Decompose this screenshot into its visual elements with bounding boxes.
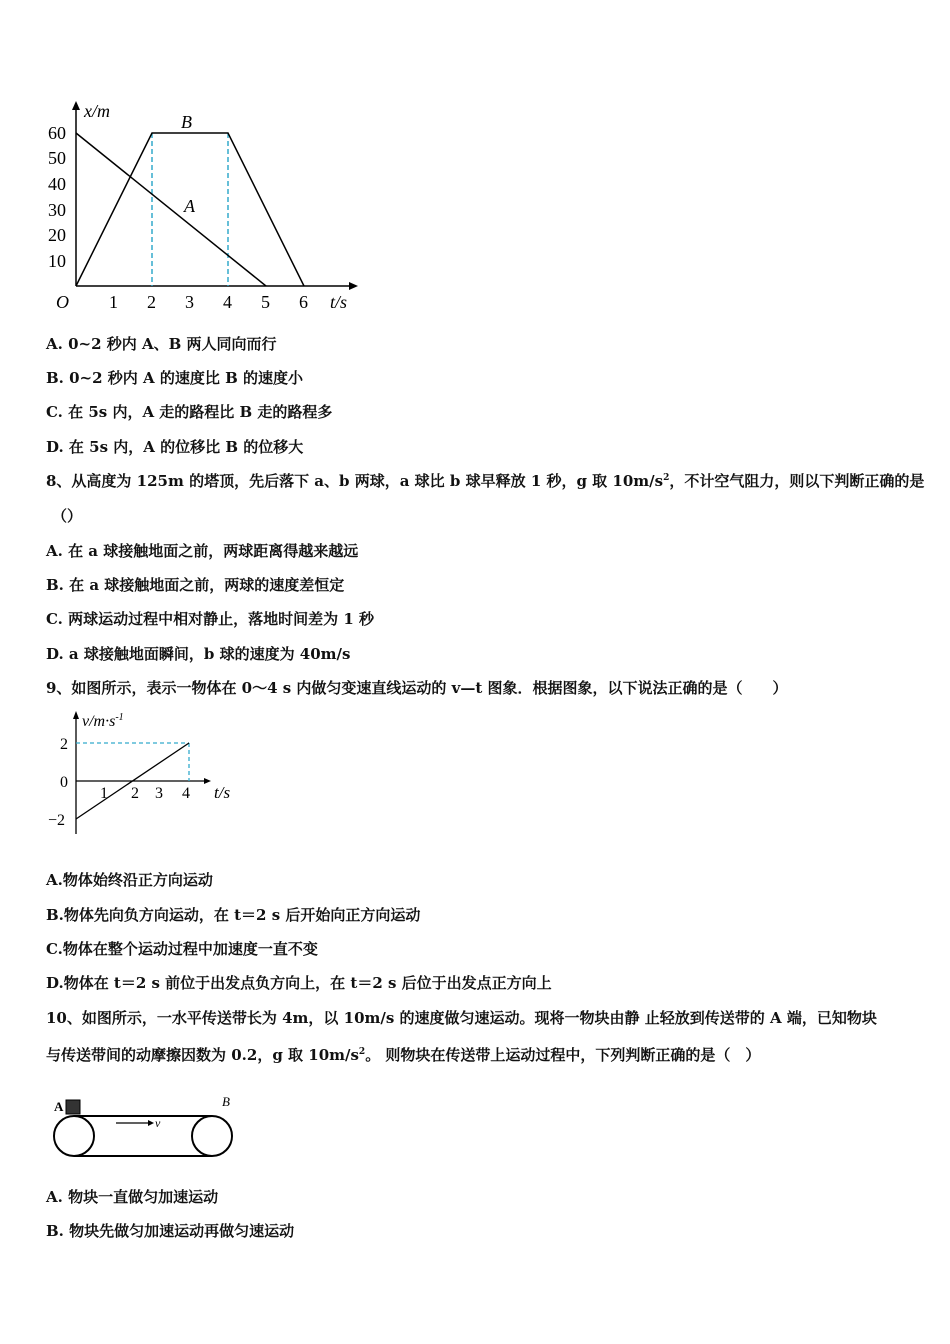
q8-stem (46, 471, 924, 491)
vt-y-tick-neg2: −2 (48, 812, 66, 829)
y-tick-labels (48, 123, 66, 271)
y-tick-50: 50 (48, 148, 66, 168)
q10-option-a: A. 物块一直做匀加速运动 (46, 1188, 219, 1206)
vt-y-label-main: v/m·s (82, 713, 116, 730)
y-axis-label: x/m (84, 101, 110, 121)
q8-option-b: B. 在 a 球接触地面之前，两球的速度差恒定 (46, 576, 345, 594)
block (66, 1100, 80, 1114)
q9-option-c: C.物体在整个运动过程中加速度一直不变 (46, 940, 318, 958)
y-tick-10: 10 (48, 251, 66, 271)
q8-option-a: A. 在 a 球接触地面之前，两球距离得越来越远 (46, 542, 359, 560)
q9-stem: 9、如图所示，表示一物体在 0～4 s 内做匀变速直线运动的 v—t 图象．根据图象，以下说法正确的是（ ） (46, 679, 788, 697)
label-a: A (54, 1099, 64, 1114)
vt-y-tick-2: 2 (60, 736, 68, 753)
q9-option-b: B.物体先向负方向运动，在 t＝2 s 后开始向正方向运动 (46, 906, 421, 924)
conveyor-belt-figure (48, 1092, 244, 1172)
q8-option-d: D. a 球接触地面瞬间，b 球的速度为 40m/s (46, 645, 351, 663)
y-axis-arrow (72, 101, 80, 110)
vt-x-axis-arrow (204, 778, 211, 784)
y-tick-20: 20 (48, 225, 66, 245)
x-tick-6: 6 (299, 292, 308, 312)
vt-y-tick-0: 0 (60, 774, 68, 791)
origin-label: O (56, 292, 69, 312)
q9-option-d: D.物体在 t＝2 s 前位于出发点负方向上，在 t＝2 s 后位于出发点正方向上 (46, 974, 552, 992)
label-v: v (155, 1116, 161, 1130)
x-axis-label: t/s (330, 292, 348, 312)
x-tick-labels (109, 292, 308, 312)
vt-y-axis-label (82, 712, 124, 730)
vt-x-tick-1: 1 (100, 785, 108, 802)
x-axis-arrow (349, 282, 358, 290)
line-b-label: B (181, 112, 192, 132)
x-tick-4: 4 (223, 292, 232, 312)
vt-x-tick-3: 3 (155, 785, 163, 802)
x-tick-1: 1 (109, 292, 118, 312)
vt-x-axis-label: t/s (214, 783, 231, 802)
q10-option-b: B. 物块先做匀加速运动再做匀速运动 (46, 1222, 295, 1240)
left-pulley (54, 1116, 94, 1156)
right-pulley (192, 1116, 232, 1156)
q10-stem-a: 与传送带间的动摩擦因数为 0.2，g 取 10m/s (46, 1046, 359, 1064)
q7-option-d: D. 在 5s 内，A 的位移比 B 的位移大 (46, 438, 304, 456)
line-a-label: A (184, 196, 195, 216)
q8-stem-line2: （） (52, 507, 83, 525)
x-tick-5: 5 (261, 292, 270, 312)
x-tick-2: 2 (147, 292, 156, 312)
q8-stem-a: 8、从高度为 125m 的塔顶，先后落下 a、b 两球，a 球比 b 球早释放 1 秒，g 取 10m/s (46, 472, 664, 490)
q10-stem-b: 。 则物块在传送带上运动过程中，下列判断正确的是（ ） (365, 1046, 761, 1064)
xt-graph (44, 98, 364, 316)
vt-y-label-sup: -1 (115, 712, 124, 723)
vt-graph (44, 706, 244, 840)
q8-option-c: C. 两球运动过程中相对静止，落地时间差为 1 秒 (46, 610, 375, 628)
q10-stem-sup: 2 (358, 1047, 366, 1057)
velocity-arrowhead (148, 1120, 154, 1126)
vt-x-tick-4: 4 (182, 785, 190, 802)
label-b: B (222, 1094, 230, 1109)
x-tick-3: 3 (185, 292, 194, 312)
line-a (76, 133, 266, 286)
q7-option-a: A. 0~2 秒内 A、B 两人同向而行 (46, 335, 277, 353)
q7-option-c: C. 在 5s 内，A 走的路程比 B 走的路程多 (46, 403, 333, 421)
q10-stem-line2 (46, 1045, 760, 1065)
y-tick-30: 30 (48, 200, 66, 220)
y-tick-40: 40 (48, 174, 66, 194)
q9-option-a: A.物体始终沿正方向运动 (46, 871, 213, 889)
vt-x-tick-2: 2 (131, 785, 139, 802)
y-tick-60: 60 (48, 123, 66, 143)
q7-option-b: B. 0~2 秒内 A 的速度比 B 的速度小 (46, 369, 303, 387)
q8-stem-b: ，不计空气阻力，则以下判断正确的是 (669, 472, 925, 490)
q8-stem-sup: 2 (663, 473, 670, 483)
vt-y-axis-arrow (73, 711, 79, 719)
q10-stem-line1: 10、如图所示，一水平传送带长为 4m，以 10m/s 的速度做匀速运动。现将一物块由静 止轻放到传送带的 A 端，已知物块 (46, 1009, 877, 1027)
